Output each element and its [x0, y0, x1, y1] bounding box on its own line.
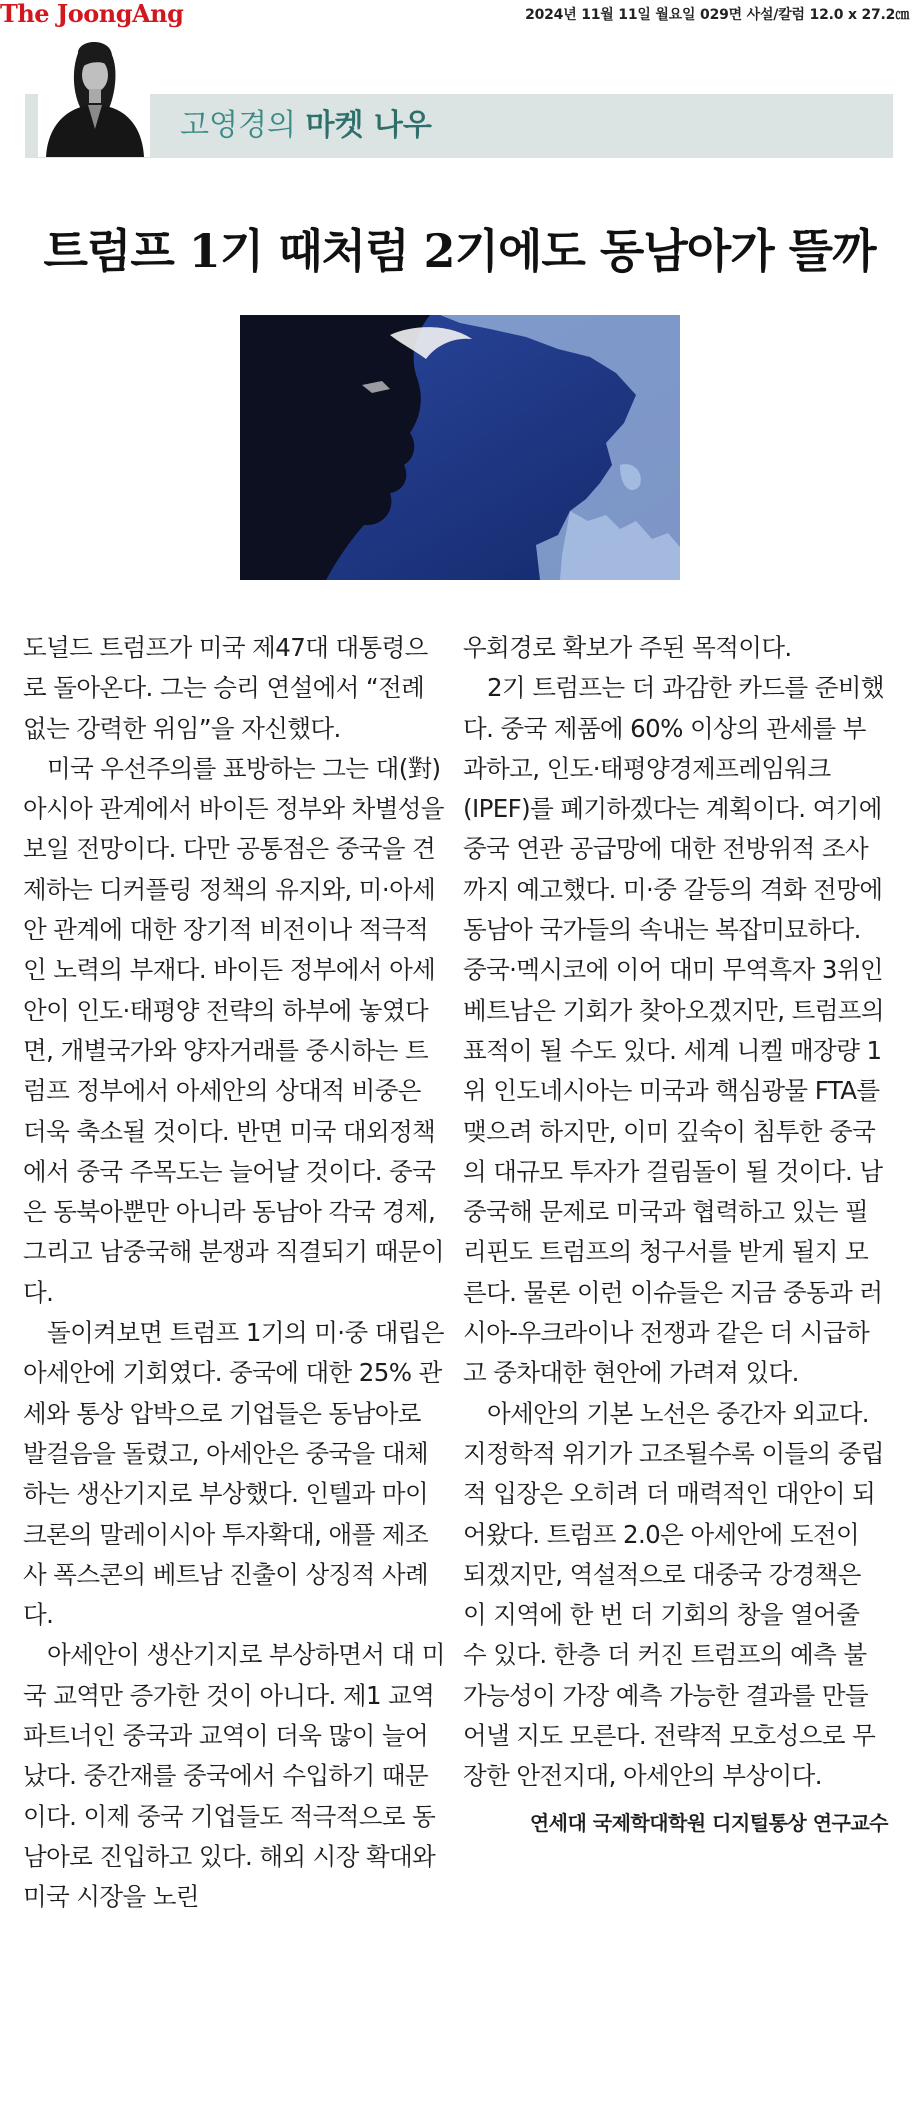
hero-illustration-icon	[240, 315, 680, 580]
article-column-right	[463, 628, 888, 1843]
issue-meta: 2024년 11월 11일 월요일 029면 사설/칼럼 12.0 x 27.2㎝	[525, 7, 909, 23]
article-paragraph: 우회경로 확보가 주된 목적이다.	[463, 633, 792, 662]
article-paragraph: 2기 트럼프는 더 과감한 카드를 준비했다. 중국 제품에 60% 이상의 관세를 부과하고, 인도·태평양경제프레임워크(IPEF)를 폐기하겠다는 계획이다. 여기에 중국 연관 공급망에 대한 전방위적 조사까지 예고했다. 미·중 갈등의 격화 전망에 동남아 국가들의 속내는 복잡미묘하다. 중국·멕시코에 이어 대미 무역흑자 3위인 베트남은 기회가 찾아오겠지만, 트럼프의 표적이 될 수도 있다. 세계 니켈 매장량 1위 인도네시아는 미국과 핵심광물 FTA를 맺으려 하지만, 이미 깊숙이 침투한 중국의 대규모 투자가 걸림돌이 될 것이다. 남중국해 문제로 미국과 협력하고 있는 필리핀도 트럼프의 청구서를 받게 될지 모른다. 물론 이런 이슈들은 지금 중동과 러시아-우크라이나 전쟁과 같은 더 시급하고 중차대한 현안에 가려져 있다.	[463, 673, 884, 1388]
article-paragraph: 아세안의 기본 노선은 중간자 외교다. 지정학적 위기가 고조될수록 이들의 중립적 입장은 오히려 더 매력적인 대안이 되어왔다. 트럼프 2.0은 아세안에 도전이 되겠지만, 역설적으로 대중국 강경책은 이 지역에 한 번 더 기회의 창을 열어줄 수 있다. 한층 더 커진 트럼프의 예측 불가능성이 가장 예측 가능한 결과를 만들어낼 지도 모른다. 전략적 모호성으로 무장한 안전지대, 아세안의 부상이다.	[463, 1398, 884, 1791]
newspaper-logo[interactable]: The JoongAng	[0, 0, 184, 28]
column-series-title: 마켓 나우	[305, 108, 432, 143]
column-banner	[25, 94, 893, 158]
article-paragraph: 아세안이 생산기지로 부상하면서 대 미국 교역만 증가한 것이 아니다. 제1 교역파트너인 중국과 교역이 더욱 많이 늘어났다. 중간재를 중국에서 수입하기 때문이다. 이제 중국 기업들도 적극적으로 동남아로 진입하고 있다. 해외 시장 확대와 미국 시장을 노린	[23, 1640, 445, 1912]
author-portrait-icon	[38, 33, 150, 157]
page-header	[0, 0, 919, 26]
article-paragraph: 미국 우선주의를 표방하는 그는 대(對)아시아 관계에서 바이든 정부와 차별성을 보일 전망이다. 다만 공통점은 중국을 견제하는 디커플링 정책의 유지와, 미·아세안 관계에 대한 장기적 비전이나 적극적인 노력의 부재다. 바이든 정부에서 아세안이 인도·태평양 전략의 하부에 놓였다면, 개별국가와 양자거래를 중시하는 트럼프 정부에서 아세안의 상대적 비중은 더욱 축소될 것이다. 반면 미국 대외정책에서 중국 주목도는 늘어날 것이다. 중국은 동북아뿐만 아니라 동남아 각국 경제, 그리고 남중국해 분쟁과 직결되기 때문이다.	[23, 753, 444, 1307]
column-name	[180, 94, 432, 158]
column-author-label: 고영경의	[180, 108, 296, 143]
article-headline: 트럼프 1기 때처럼 2기에도 동남아가 뜰까	[43, 224, 876, 278]
article-paragraph: 돌이켜보면 트럼프 1기의 미·중 대립은 아세안에 기회였다. 중국에 대한 25% 관세와 통상 압박으로 기업들은 동남아로 발걸음을 돌렸고, 아세안은 중국을 대체하는 생산기지로 부상했다. 인텔과 마이크론의 말레이시아 투자확대, 애플 제조사 폭스콘의 베트남 진출이 상징적 사례다.	[23, 1318, 444, 1630]
article-column-left	[23, 628, 448, 1918]
author-byline: 연세대 국제학대학원 디지털통상 연구교수	[529, 1810, 888, 1835]
article-paragraph: 도널드 트럼프가 미국 제47대 대통령으로 돌아온다. 그는 승리 연설에서 “전례 없는 강력한 위임”을 자신했다.	[23, 633, 428, 743]
